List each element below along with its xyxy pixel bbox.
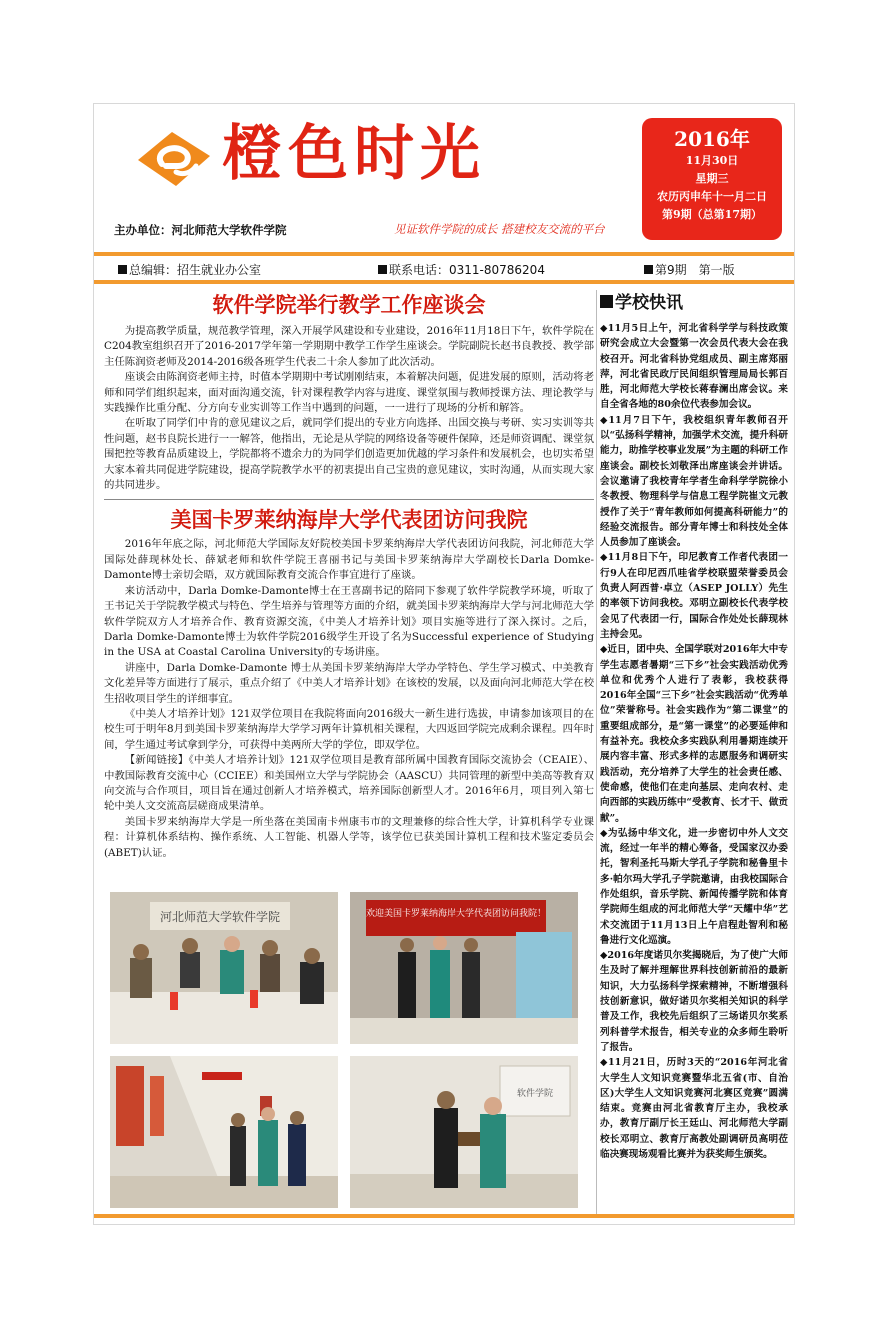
article2-paragraph: 【新闻链接】《中美人才培养计划》121双学位项目是教育部所属中国教育国际交流协会（CEAIE）、中教国际教育交流中心（CCIEE）和美国州立大学与学院协会（AASCU）共同管理的新型中美高等教育双向交流与合作项目，项目旨在通过创新人才培养模式，培养国际创新型人才。2016年6月，项目列入第七轮中美人文交流高层磋商成果清单。: [104, 754, 594, 813]
news-item: ◆为弘扬中华文化，进一步密切中外人文交流，经过一年半的精心筹备，受国家汉办委托，智利圣托马斯大学孔子学院和秘鲁里卡多·帕尔玛大学孔子学院邀请，由我校国际合作处组织，音乐学院、新闻传播学院和体育学院师生组成的河北师范大学“天耀中华”艺术交流团于11月13日上午启程赴智利和秘鲁进行文化巡演。: [600, 827, 788, 946]
info-bar: [94, 259, 794, 279]
news-item: ◆近日，团中央、全国学联对2016年大中专学生志愿者暑期“三下乡”社会实践活动优秀单位和优秀个人进行了表彰，我校获得2016年全国“三下乡”社会实践活动“优秀单位”荣誉称号。社会实践作为“第二课堂”的重要组成部分，是“第一课堂”的必要延伸和有益补充。我校众多实践队利用暑期连续开展内容丰富、形式多样的志愿服务和调研实践活动，充分培养了大学生的社会责任感、使命感，使他们在走向基层、走向农村、走向西部的实践历练中“受教育、长才干、做贡献”。: [600, 644, 788, 824]
article2-paragraph: 讲座中，Darla Domke-Damonte 博士从美国卡罗莱纳海岸大学办学特色、学生学习模式、中美教育文化差异等方面进行了展示，重点介绍了《中美人才培养计划》在该校的发展，以及面向河北师范大学在校生招收项目学生的详细事宜。: [104, 661, 594, 705]
info-rule: [94, 280, 794, 284]
photo-grid: [110, 892, 580, 1212]
masthead: [94, 104, 794, 252]
photo-plaque-text: 软件学院: [516, 1089, 554, 1099]
sponsor-line: 主办单位：河北师范大学软件学院: [114, 223, 287, 237]
article1-paragraph: 在听取了同学们中肯的意见建议之后，就同学们提出的专业方向选择、出国交换与考研、实习实训等共性问题，赵书良院长进行一一解答，他指出，无论是从学院的网络设备等硬件保障，还是师资调配、课堂氛围把控等教育品质建设上，学院都将不遗余力的为同学们创造更加优越的学习条件和发展机会，也切实希望大家本着共同促进学院建设，提高学院教学水平的初衷提出自己宝贵的意见建议，实时沟通，从而实现大家的共同进步。: [104, 417, 594, 492]
news-item: ◆2016年度诺贝尔奖揭晓后，为了使广大师生及时了解并理解世界科技创新前沿的最新知识，大力弘扬科学探索精神，不断增强科技创新意识，做好诺贝尔奖相关知识的科学普及工作，我校先后组织了三场诺贝尔奖系列科普学术报告，相关专业的众多师生聆听了报告。: [600, 950, 788, 1053]
newspaper-page: [93, 103, 795, 1225]
date-box: [642, 118, 782, 240]
article1-paragraph: 座谈会由陈润资老师主持，时值本学期期中考试刚刚结束，本着解决问题，促进发展的原则，活动将老师和同学们组织起来，面对面沟通交流，针对课程教学内容与进度、课堂氛围与教师授课方法、理论教学与实践操作比重分配、分方向专业实训等工作当中遇到的问题，一一进行了现场的分析和解答。: [104, 371, 594, 415]
article2-title: 美国卡罗莱纳海岸大学代表团访问我院: [170, 508, 528, 533]
photo-wall-text: 河北师范大学软件学院: [159, 910, 281, 924]
photo-welcome-banner: [350, 892, 578, 1044]
sidebar-title: 学校快讯: [600, 290, 788, 316]
article2-body: [104, 537, 594, 861]
issue-number: 第9期（总第17期）: [662, 208, 762, 221]
photo-gift-exchange: [350, 1056, 578, 1208]
article2-paragraph: 来访活动中，Darla Domke-Damonte博士在王喜副书记的陪同下参观了软件学院教学环境，听取了王书记关于学院教学模式与特色、学生培养与管理等方面的介绍，就美国卡罗莱纳海岸大学与河北师范大学软件学院双方人才培养合作、教育资源交流，《中美人才培养计划》项目实施等进行了深入探讨。之后，Darla Domke-Damonte博士为软件学院2016级学生开设了名为Successful experience of Studying in the USA at Coastal Carolina University的专场讲座。: [104, 584, 594, 659]
photo-meeting-room: [110, 892, 338, 1044]
square-bullet-icon: [118, 265, 127, 274]
editor-info: 总编辑：招生就业办公室: [118, 261, 261, 278]
square-bullet-icon: [378, 265, 387, 274]
news-item: ◆11月21日，历时3天的“2016年河北省大学生人文知识竞赛暨华北五省(市、自治区)大学生人文知识竞赛河北赛区竞赛”圆满结束。竞赛由河北省教育厅主办，我校承办，教育厅副厅长王廷山、河北师范大学副校长邓明立、教育厅高教处副调研员高明莅临决赛现场观看比赛并为获奖师生颁奖。: [600, 1057, 788, 1161]
main-column: [104, 290, 594, 861]
phone-info: 联系电话：0311-80786204: [378, 261, 545, 278]
masthead-title: 橙色时光: [222, 119, 486, 189]
date-weekday: 星期三: [695, 172, 729, 185]
article2-paragraph: 2016年年底之际，河北师范大学国际友好院校美国卡罗莱纳海岸大学代表团访问我院，河北师范大学国际处薛现林处长、薛斌老师和软件学院王喜丽书记与美国卡罗莱纳海岸大学副校长Darla Domke-Damonte博士亲切会晤，双方就国际教育交流合作事宜进行了座谈。: [104, 538, 594, 582]
sidebar-news: [600, 290, 788, 1162]
header-rule: [94, 252, 794, 256]
slogan: 见证软件学院的成长 搭建校友交流的平台: [394, 222, 605, 236]
photo-banner-text: 欢迎美国卡罗莱纳海岸大学代表团访问我院！: [365, 909, 547, 919]
article2-paragraph: 《中美人才培养计划》121双学位项目在我院将面向2016级大一新生进行选拔，申请参加该项目的在校生可于明年8月到美国卡罗莱纳海岸大学学习两年计算机相关课程，大四返回学院完成剩余课程。四年时间，学生通过考试拿到学分，可获得中美两所大学的学位，即双学位。: [104, 707, 594, 751]
date-year: 2016年: [674, 127, 750, 151]
article1-title: 软件学院举行教学工作座谈会: [212, 293, 486, 317]
date-lunar: 农历丙申年十一月二日: [657, 190, 767, 203]
photo-corridor: [110, 1056, 338, 1208]
square-bullet-icon: [600, 295, 613, 308]
news-item: ◆11月8日下午，印尼教育工作者代表团一行9人在印尼西爪哇省学校联盟荣誉委员会负责人阿西普·卓立（ASEP JOLLY）先生的率领下访问我校。邓明立副校长代表学校会见了代表团一行，国际合作处处长薛现林主持会见。: [600, 552, 788, 640]
logo-icon: [132, 126, 214, 190]
footer-rule: [94, 1214, 794, 1218]
article-divider: [104, 499, 594, 500]
column-divider: [596, 290, 597, 1214]
news-item: ◆11月5日上午，河北省科学学与科技政策研究会成立大会暨第一次会员代表大会在我校召开。河北省科协党组成员、副主席郑丽萍，河北省民政厅民间组织管理局局长郭百胜，河北师范大学校长蒋春澜出席会议。来自全省各地的80余位代表参加会议。: [600, 323, 788, 411]
article1-paragraph: 为提高教学质量，规范教学管理，深入开展学风建设和专业建设，2016年11月18日下午，软件学院在C204教室组织召开了2016-2017学年第一学期期中教学工作学生座谈会。学院副院长赵书良教授、教学部主任陈润资老师及2014-2016级各班学生代表二十余人参加了此次活动。: [104, 325, 594, 368]
news-item: ◆11月7日下午，我校组织青年教师召开以“弘扬科学精神，加强学术交流，提升科研能力，助推学校事业发展”为主题的科研工作座谈会。副校长刘敬泽出席座谈会并讲话。会议邀请了我校青年学者生命科学学院徐小冬教授、物理科学与信息工程学院崔文元教授作了关于“青年教师如何提高科研能力”的经验交流报告。部分青年博士和科技处全体人员参加了座谈会。: [600, 414, 788, 549]
sidebar-list: [600, 321, 788, 1162]
edition-info: 第9期 第一版: [644, 261, 735, 278]
article2-paragraph: 美国卡罗来纳海岸大学是一所坐落在美国南卡州康韦市的文理兼修的综合性大学，计算机科学专业课程：计算机体系结构、操作系统、人工智能、机器人学等，该学位已获美国计算机工程和技术鉴定委员会(ABET)认证。: [104, 815, 594, 859]
date-day: 11月30日: [685, 154, 739, 167]
article1-body: [104, 324, 594, 493]
square-bullet-icon: [644, 265, 653, 274]
